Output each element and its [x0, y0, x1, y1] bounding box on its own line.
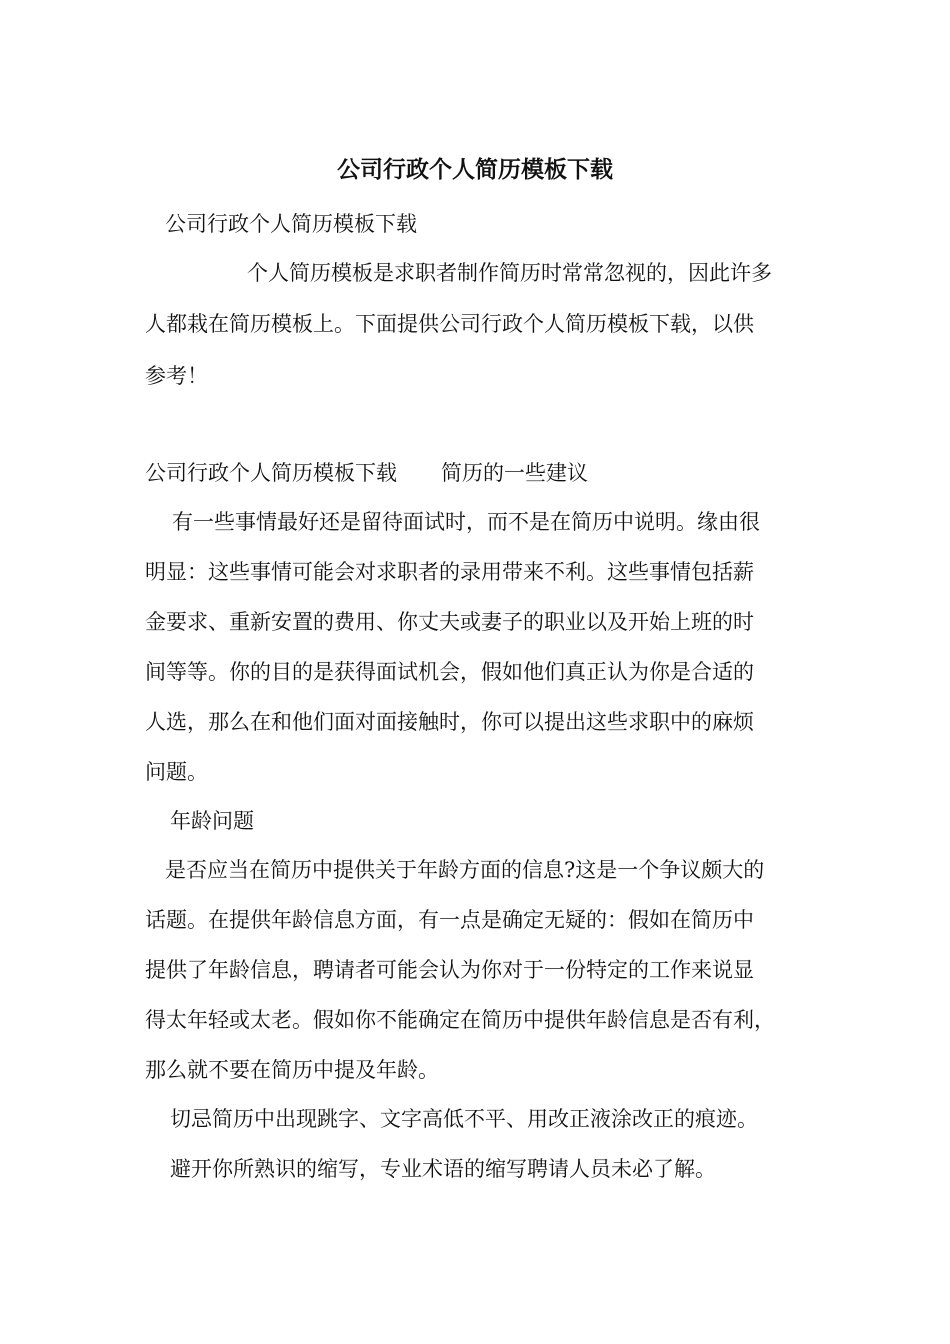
para1-line-3: 金要求、重新安置的费用、你丈夫或妻子的职业以及开始上班的时: [145, 610, 754, 634]
subtitle: 公司行政个人简历模板下载: [165, 212, 417, 236]
intro-line-2: 人都栽在简历模板上。下面提供公司行政个人简历模板下载，以供: [145, 312, 754, 336]
para2-line-5: 那么就不要在简历中提及年龄。: [145, 1058, 439, 1082]
para1-line-4: 间等等。你的目的是获得面试机会，假如他们真正认为你是合适的: [145, 660, 754, 684]
para1-line-6: 问题。: [145, 760, 208, 784]
para2-line-2: 话题。在提供年龄信息方面，有一点是确定无疑的：假如在简历中: [145, 908, 754, 932]
intro-line-1: 个人简历模板是求职者制作简历时常常忽视的，因此许多: [247, 261, 772, 285]
tip-line-2: 避开你所熟识的缩写，专业术语的缩写聘请人员未必了解。: [170, 1157, 716, 1181]
para1-line-2: 明显：这些事情可能会对求职者的录用带来不利。这些事情包括薪: [145, 560, 754, 584]
para2-line-4: 得太年轻或太老。假如你不能确定在简历中提供年龄信息是否有利，: [145, 1008, 775, 1032]
para1-line-5: 人选，那么在和他们面对面接触时，你可以提出这些求职中的麻烦: [145, 710, 754, 734]
section-heading-left: 公司行政个人简历模板下载: [145, 461, 397, 485]
age-heading: 年龄问题: [170, 809, 254, 833]
section-heading-right: 简历的一些建议: [441, 461, 588, 485]
para2-line-1: 是否应当在简历中提供关于年龄方面的信息?这是一个争议颇大的: [165, 858, 765, 882]
tip-line-1: 切忌简历中出现跳字、文字高低不平、用改正液涂改正的痕迹。: [170, 1107, 758, 1131]
section-heading: [145, 458, 588, 488]
para1-line-1: 有一些事情最好还是留待面试时，而不是在简历中说明。缘由很: [172, 510, 760, 534]
document-title: 公司行政个人简历模板下载: [337, 156, 613, 183]
para2-line-3: 提供了年龄信息，聘请者可能会认为你对于一份特定的工作来说显: [145, 958, 754, 982]
intro-line-3: 参考！: [145, 364, 208, 388]
